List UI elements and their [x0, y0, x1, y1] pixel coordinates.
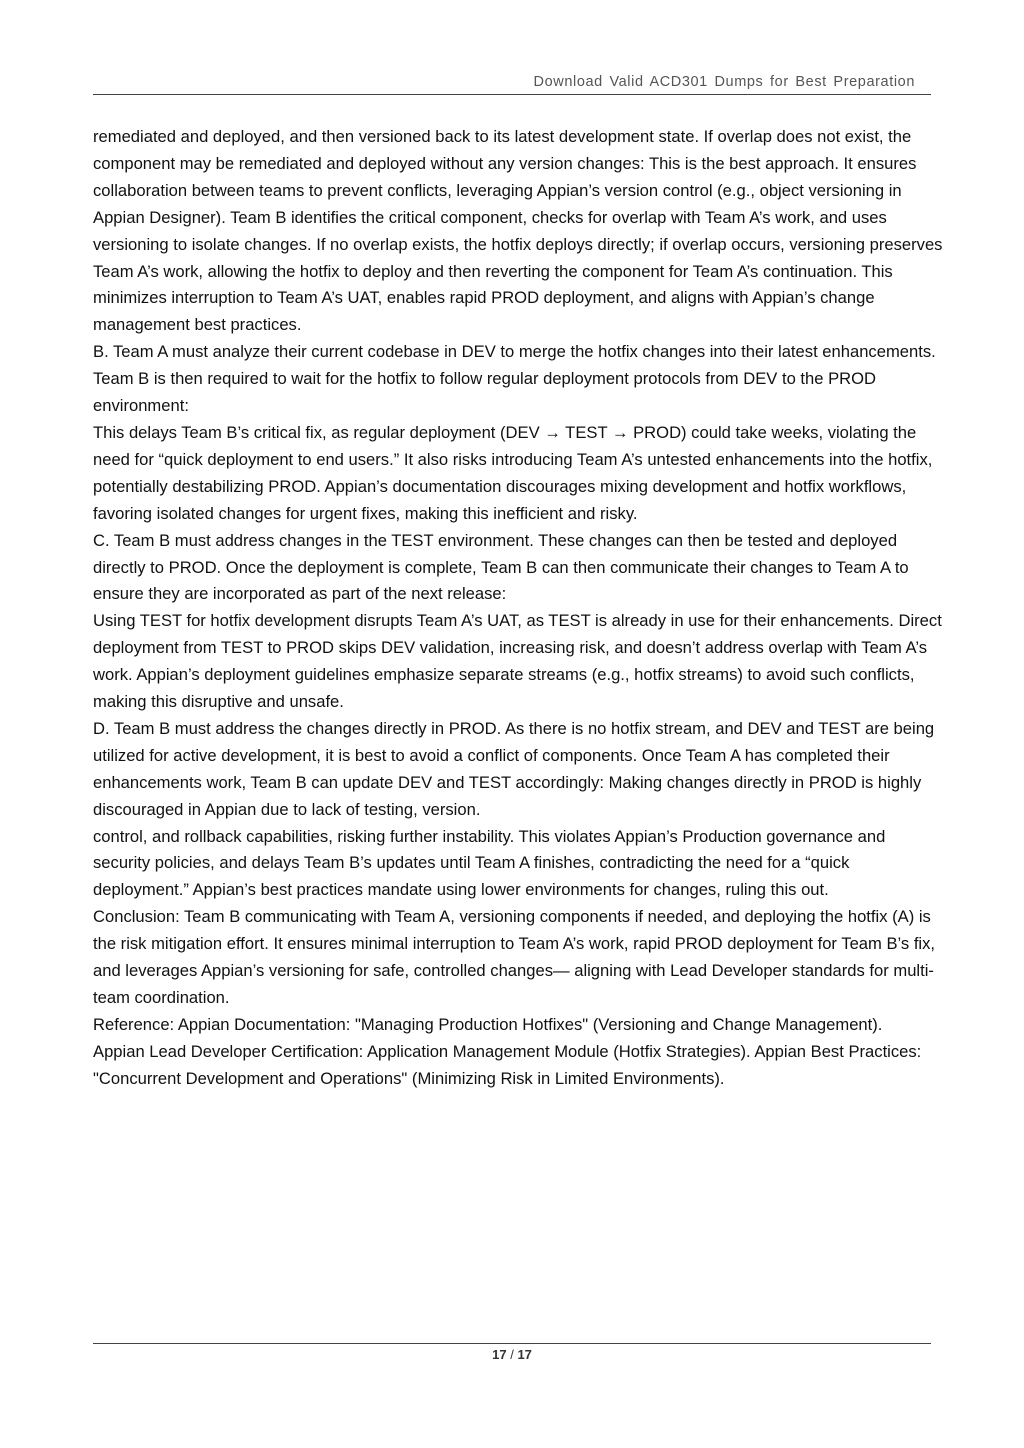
body-paragraph: remediated and deployed, and then versioned back to its latest development state. If overlap does not exist, the component may be remediated and deployed without any version changes: This is the best approach. It ensures collaboration between teams to prevent conflicts, leveraging Appian’s version control (e.g., object versioning in Appian Designer). Team B identifies the critical component, checks for overlap with Team A’s work, and uses versioning to isolate changes. If no overlap exists, the hotfix deploys directly; if overlap occurs, versioning preserves Team A’s work, allowing the hotfix to deploy and then reverting the component for Team A’s continuation. This minimizes interruption to Team A’s UAT, enables rapid PROD deployment, and aligns with Appian’s change management best practices. — [93, 127, 943, 335]
answer-option-d: D. Team B must address the changes directly in PROD. As there is no hotfix stream, and DEV and TEST are being utilized for active development, it is best to avoid a conflict of components. Once Team A has completed their enhancements work, Team B can update DEV and TEST accordingly: Making changes directly in PROD is highly discouraged in Appian due to lack of testing, version. — [93, 718, 935, 819]
total-pages: 17 — [517, 1347, 532, 1362]
option-d-explanation: control, and rollback capabilities, risking further instability. This violates Appian’s Production governance and security policies, and delays Team B’s updates until Team A finishes, contradicting the need for a “quick deployment.” Appian’s best practices mandate using lower environments for changes, ruling this out. — [93, 826, 886, 900]
current-page: 17 — [492, 1347, 507, 1362]
reference-paragraph: Reference: Appian Documentation: "Managing Production Hotfixes" (Versioning and Change Management). — [93, 1014, 883, 1034]
answer-option-b: B. Team A must analyze their current codebase in DEV to merge the hotfix changes into their latest enhancements. Team B is then required to wait for the hotfix to follow regular deployment protocols from DEV to the PROD environment: — [93, 342, 936, 416]
reference-paragraph-2: Appian Lead Developer Certification: Application Management Module (Hotfix Strategies). Appian Best Practices: "Concurrent Development and Operations" (Minimizing Risk in Limited Environments). — [93, 1041, 922, 1088]
page-number — [93, 1347, 931, 1362]
page-footer — [93, 1343, 931, 1362]
document-body — [93, 124, 945, 1093]
page-header — [93, 72, 931, 95]
option-b-explanation: This delays Team B’s critical fix, as regular deployment (DEV → TEST → PROD) could take weeks, violating the need for “quick deployment to end users.” It also risks introducing Team A’s untested enhancements into the hotfix, potentially destabilizing PROD. Appian’s documentation discourages mixing development and hotfix workflows, favoring isolated changes for urgent fixes, making this inefficient and risky. — [93, 422, 933, 523]
page-separator: / — [510, 1347, 514, 1362]
answer-option-c: C. Team B must address changes in the TEST environment. These changes can then be tested and deployed directly to PROD. Once the deployment is complete, Team B can then communicate their changes to Team A to ensure they are incorporated as part of the next release: — [93, 530, 909, 604]
header-title: Download Valid ACD301 Dumps for Best Preparation — [533, 74, 915, 90]
option-c-explanation: Using TEST for hotfix development disrupts Team A’s UAT, as TEST is already in use for their enhancements. Direct deployment from TEST to PROD skips DEV validation, increasing risk, and doesn’t address overlap with Team A’s work. Appian’s deployment guidelines emphasize separate streams (e.g., hotfix streams) to avoid such conflicts, making this disruptive and unsafe. — [93, 611, 942, 712]
conclusion-paragraph: Conclusion: Team B communicating with Team A, versioning components if needed, and deploying the hotfix (A) is the risk mitigation effort. It ensures minimal interruption to Team A’s work, rapid PROD deployment for Team B’s fix, and leverages Appian’s versioning for safe, controlled changes— aligning with Lead Developer standards for multi-team coordination. — [93, 907, 936, 1007]
